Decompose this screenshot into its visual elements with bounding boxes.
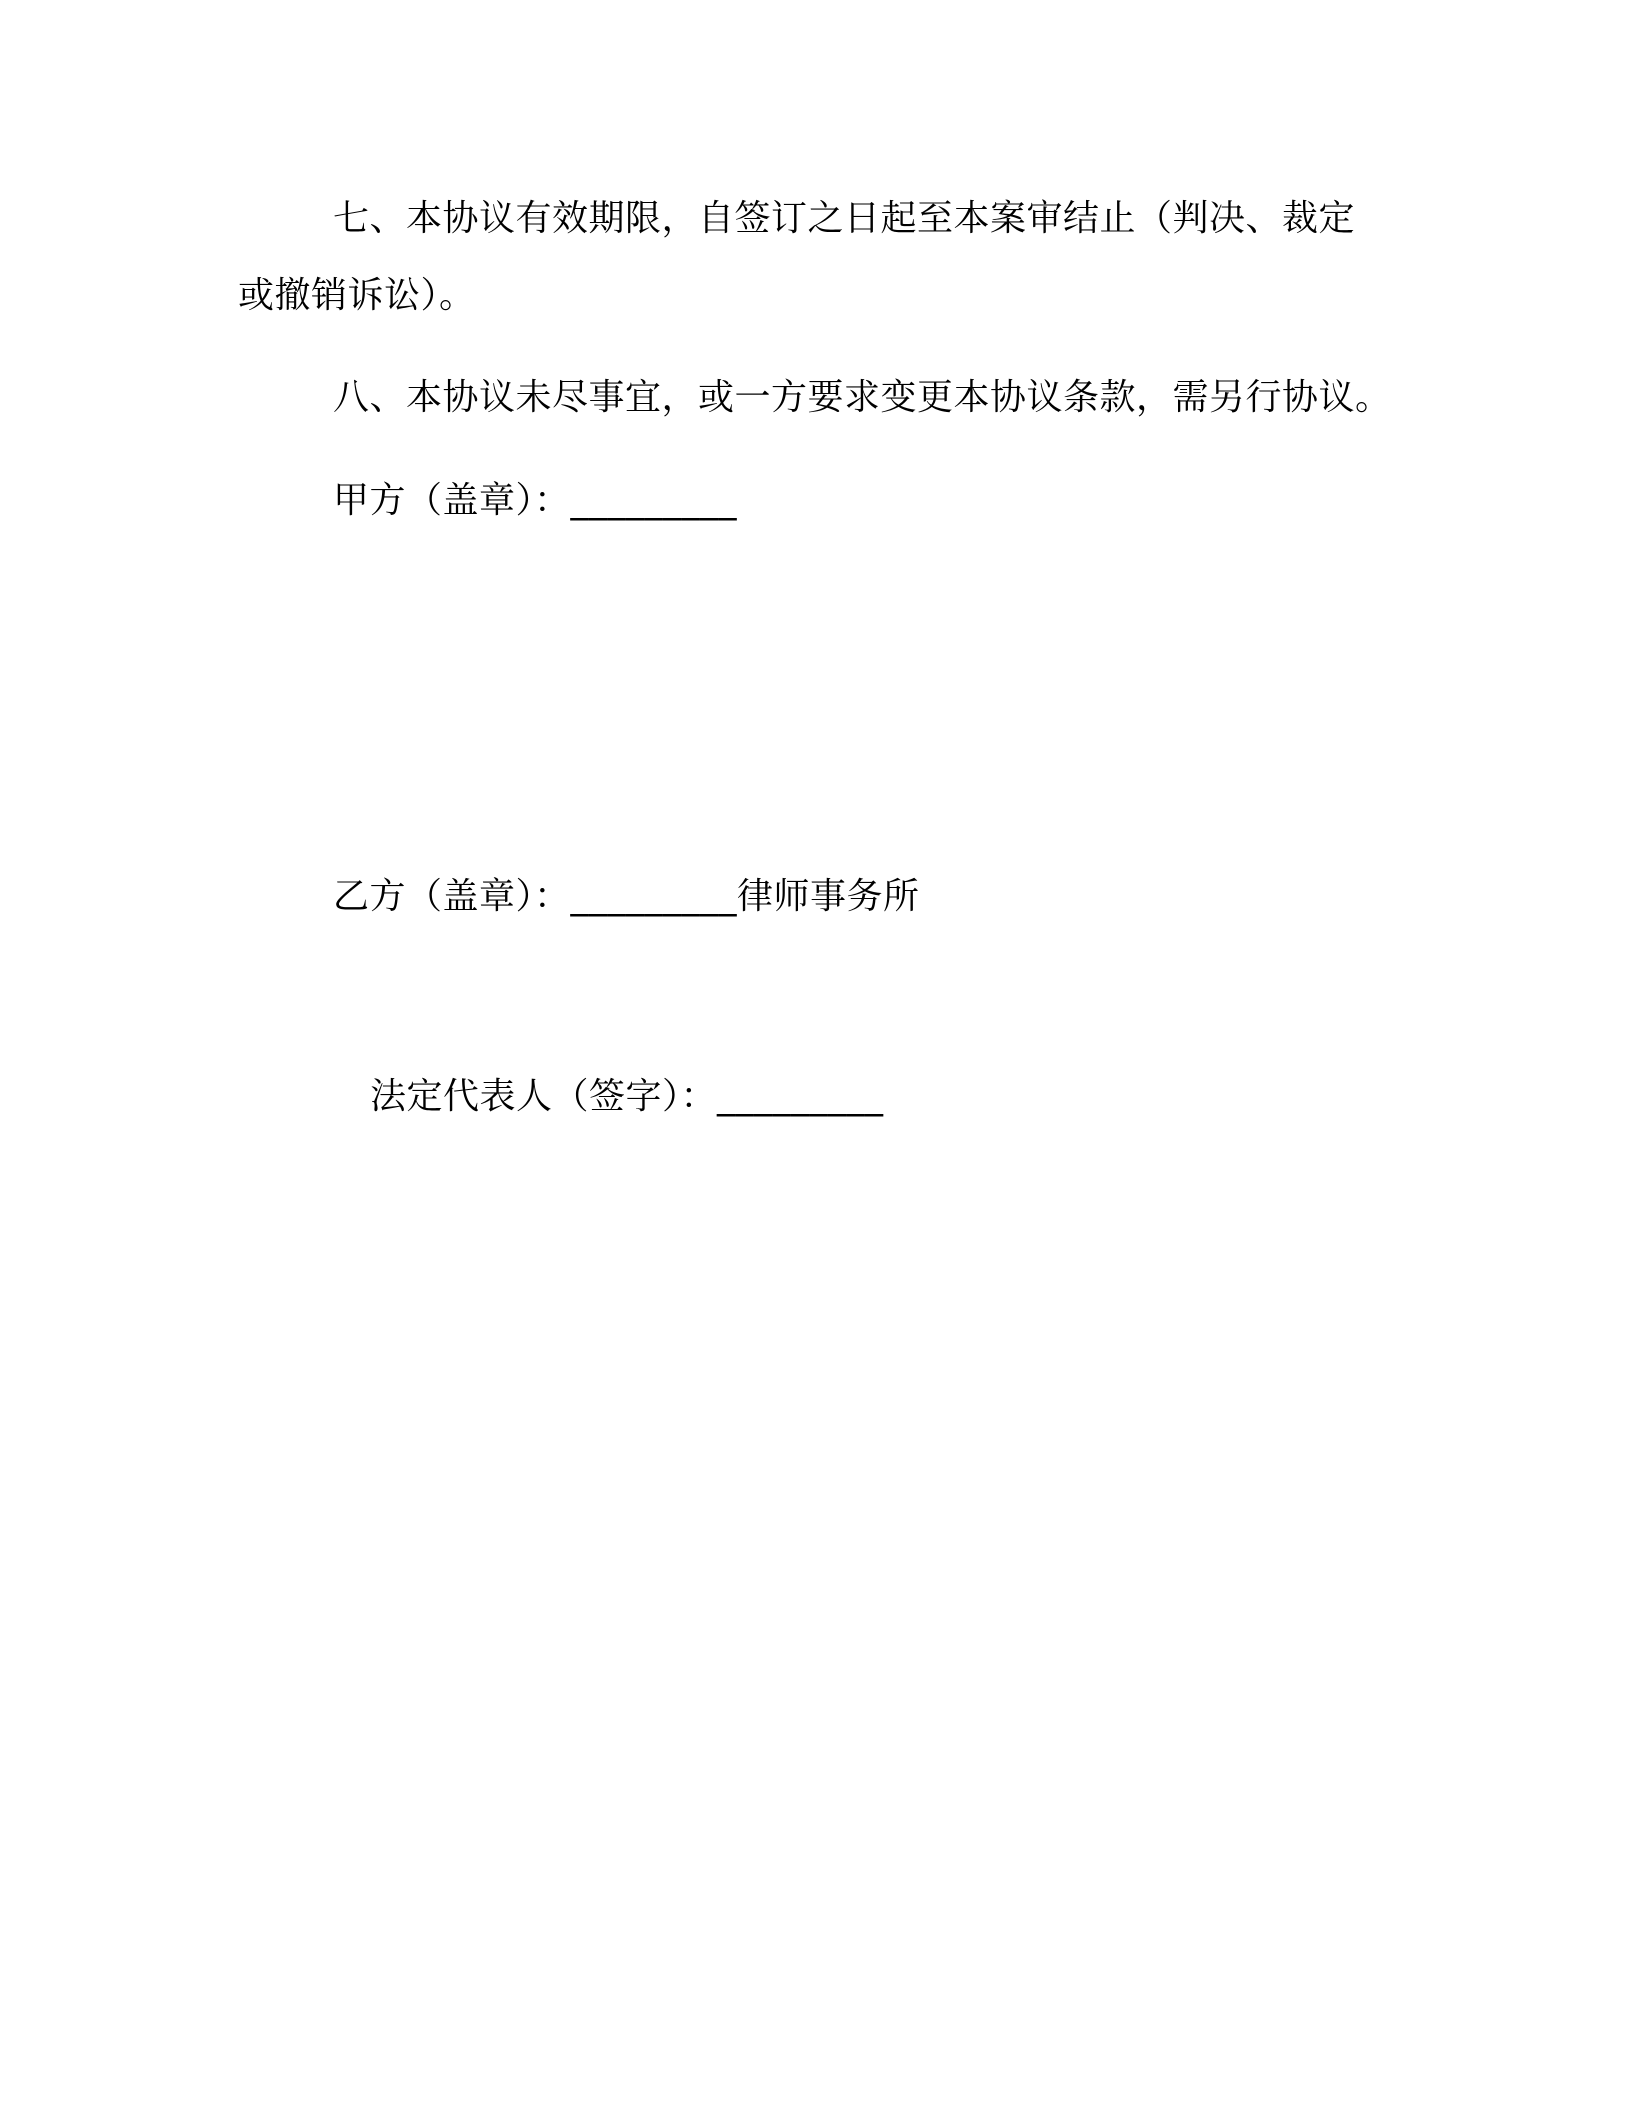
clause-seven-line-1: 七、本协议有效期限，自签订之日起至本案审结止（判决、裁定 (333, 198, 1356, 239)
clause-seven-line-2: 或撤销诉讼）。 (238, 275, 476, 316)
legal-representative-signature-line: 法定代表人（签字）：_________ (370, 1076, 884, 1117)
party-b-signature-line: 乙方（盖章）：_________律师事务所 (333, 876, 920, 917)
clause-eight: 八、本协议未尽事宜，或一方要求变更本协议条款，需另行协议。 (333, 377, 1392, 418)
party-a-signature-line: 甲方（盖章）：_________ (333, 480, 738, 521)
